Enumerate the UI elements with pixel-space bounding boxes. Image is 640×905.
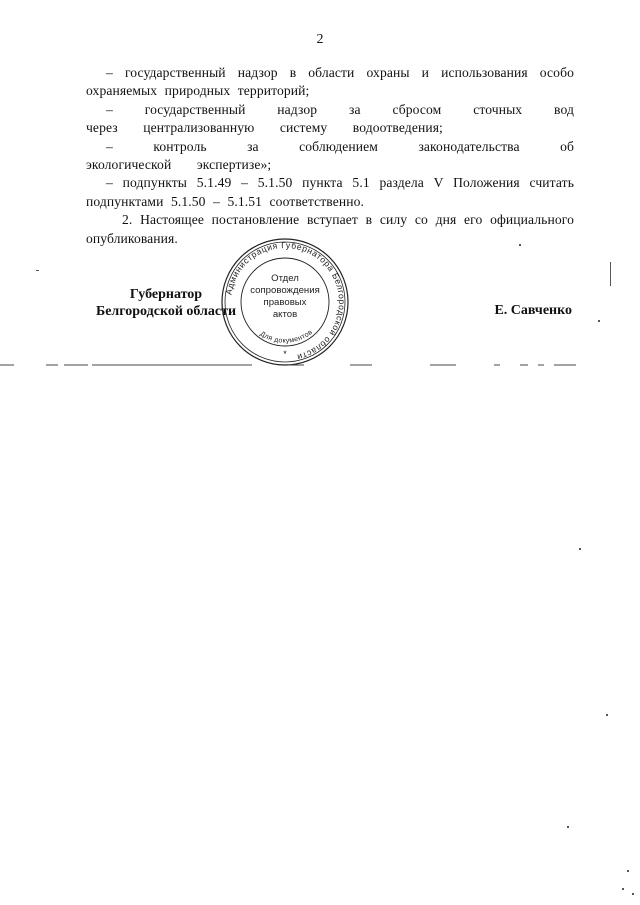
scan-speck [579,548,581,550]
document-body [86,64,574,248]
signature-position-line1: Губернатор [129,287,203,302]
scan-edge-rule [0,361,640,369]
official-stamp [219,236,351,368]
scan-speck [567,826,569,828]
paragraph-1: – государственный надзор в области охраны и использования особо охраняемых природных территорий; [86,65,574,99]
scan-speck [519,244,521,246]
scan-speck [606,714,608,716]
paragraph-3: – контроль за соблюдением законодательства об экологической экспертизе»; [86,138,574,173]
scan-speck [36,270,39,271]
scan-speck [598,320,600,322]
page-number: 2 [316,32,324,47]
stamp-center-line-4: актов [272,309,298,320]
stamp-star: * [283,349,287,359]
stamp-center-line-1: Отдел [271,273,299,284]
stamp-bottom-text: Для документов [258,328,314,345]
scan-speck [622,888,624,890]
paragraph-5: 2. Настоящее постановление вступает в силу со дня его официального опубликования. [86,212,574,246]
stamp-center-line-2: сопровождения [250,285,320,296]
stamp-ring-text: Администрация Губернатора Белгородской области [223,239,348,363]
signature-position-line2: Белгородской области [95,304,237,319]
scan-edge-mark [610,262,611,286]
scan-speck [632,893,634,895]
stamp-center-line-3: правовых [263,297,307,308]
paragraph-4: – подпункты 5.1.49 – 5.1.50 пункта 5.1 раздела V Положения считать подпунктами 5.1.50 – 5.1.51 соответственно. [86,175,574,209]
paragraph-2: – государственный надзор за сбросом сточных вод через централизованную систему водоотведения; [86,101,574,136]
scan-speck [627,870,629,872]
signature-name: Е. Савченко [494,303,572,318]
